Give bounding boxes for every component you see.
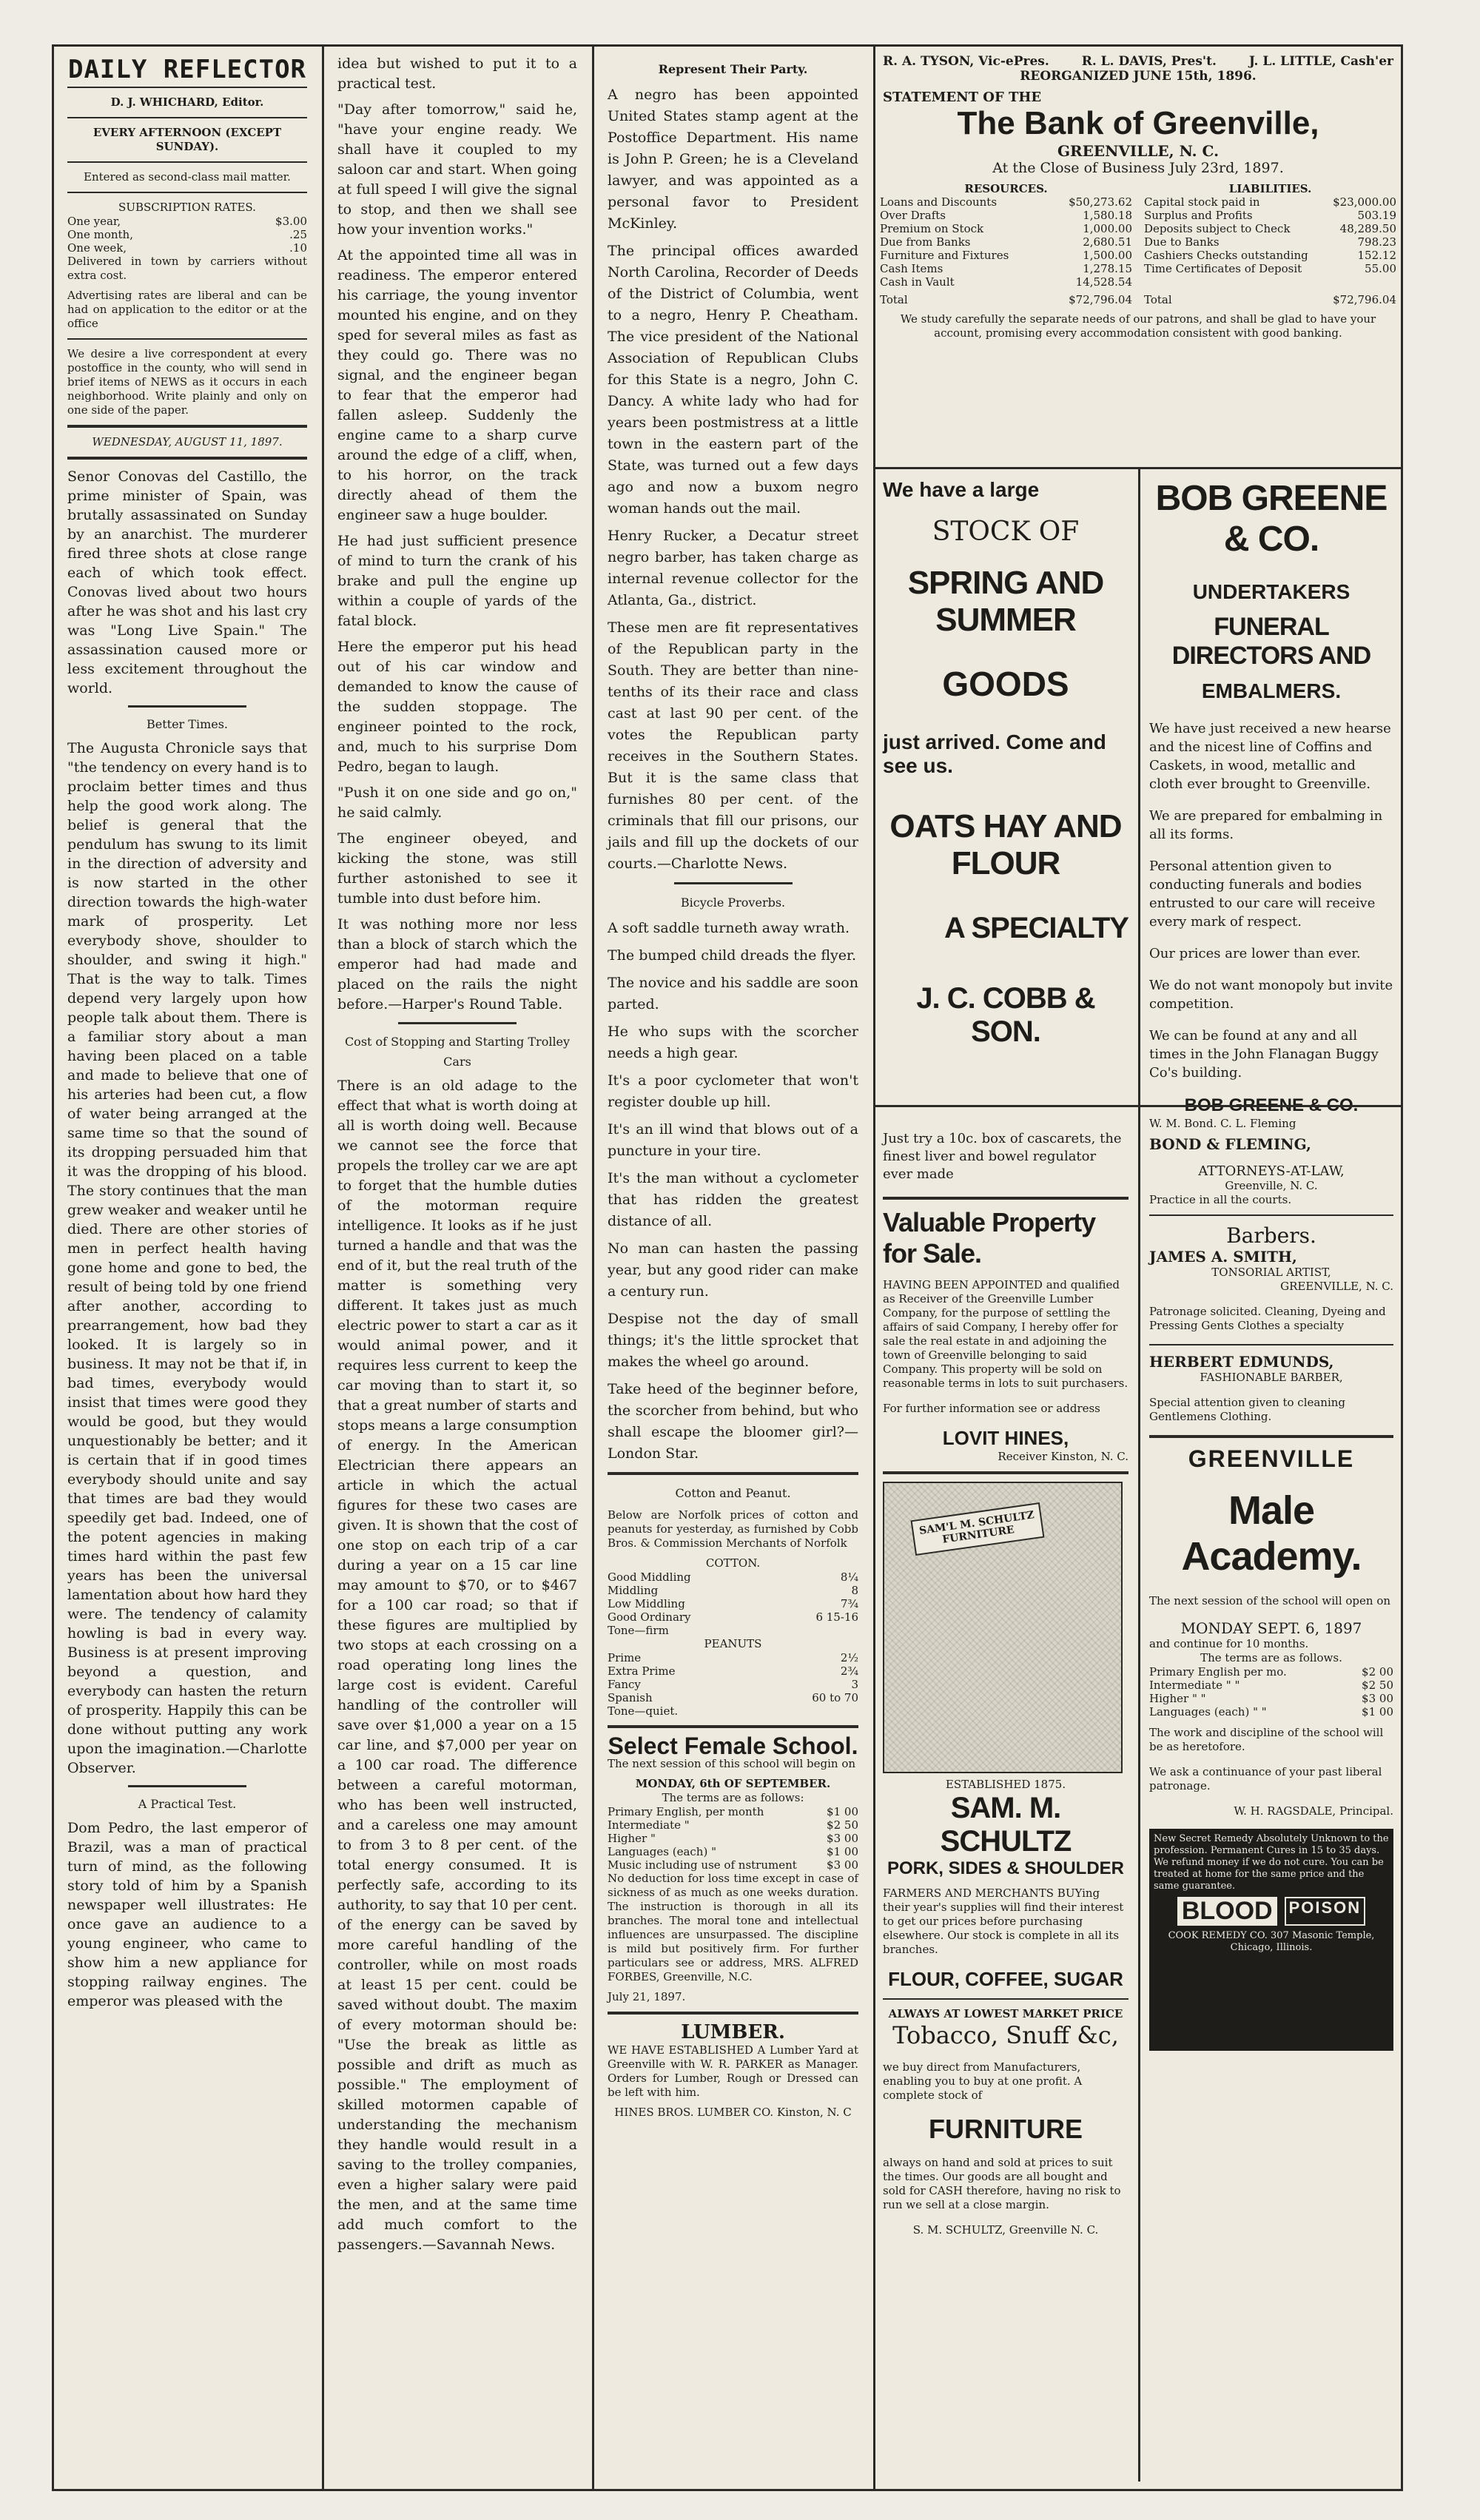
schultz-store-illustration: [883, 1482, 1128, 1778]
article-practical-test: Dom Pedro, the last emperor of Brazil, was a man of practical turn of mind, as the following story told of him by a Spanish newspaper well illustrates: He once gave an audience to a young engineer, who came to show him a new appliance for stopping railway engines. The emperor was pleased with the: [67, 1820, 307, 2009]
schultz-name: SAM. M. SCHULTZ: [940, 1792, 1072, 1858]
price-row: Good Ordinary 6 15-16: [608, 1610, 858, 1624]
blood-poison-ad: [1149, 1829, 1393, 2051]
school-intro: The next session of this school will begin on: [608, 1757, 856, 1770]
schedule-line: EVERY AFTERNOON (EXCEPT SUNDAY).: [92, 126, 282, 153]
schultz-pork: PORK, SIDES & SHOULDER: [887, 1858, 1125, 1878]
cobb-line: We have a large: [883, 478, 1040, 501]
ledger-row: Deposits subject to Check 48,289.50: [1144, 222, 1396, 235]
resources-heading: RESOURCES.: [964, 182, 1048, 195]
article-heading: Represent Their Party.: [658, 62, 808, 76]
column-rule: [1138, 468, 1140, 2482]
barber-edmunds: HERBERT EDMUNDS,: [1149, 1353, 1334, 1371]
column-3: [594, 54, 872, 2482]
lawyer-names: W. M. Bond. C. L. Fleming: [1149, 1117, 1296, 1130]
barber-smith-city: GREENVILLE, N. C.: [1280, 1280, 1393, 1293]
ledger-row: Premium on Stock 1,000.00: [880, 222, 1132, 235]
property-name: LOVIT HINES,: [942, 1427, 1069, 1449]
lawyer-title: ATTORNEYS-AT-LAW,: [1198, 1163, 1345, 1179]
paragraph: The principal offices awarded North Carolina, Recorder of Deeds of the District of Columbia, went to a negro, Henry P. Cheatham. The vice president of the National Association of Republican Clubs for this State is a negro, John C. Dancy. A white lady who had for years been postmistress at a little town in the eastern part of the State, was turned out a few days ago and now a buxom negro woman hands out the mail.: [608, 243, 858, 517]
schultz-established: ESTABLISHED 1875.: [945, 1778, 1066, 1791]
newspaper-page: [52, 44, 1403, 2491]
proverb: He who sups with the scorcher needs a high gear.: [608, 1024, 858, 1061]
correspondent-note: We desire a live correspondent at every postoffice in the county, who will send in brief items of NEWS as it occurs in each neighborhood. Write plainly and only on one side of the paper.: [67, 347, 307, 417]
price-row: Higher " $3 00: [608, 1832, 858, 1845]
price-row: Extra Prime 2¾: [608, 1664, 858, 1678]
rates-list: [67, 215, 307, 255]
cobb-line: J. C. COBB & SON.: [916, 981, 1095, 1048]
ledger-row: Time Certificates of Deposit 55.00: [1144, 262, 1396, 275]
schultz-sign: S. M. SCHULTZ, Greenville N. C.: [912, 2223, 1099, 2237]
proverb: Take heed of the beginner before, the scorcher from behind, but who shall escape the bloomer girl?—London Star.: [608, 1381, 858, 1462]
academy-body: The work and discipline of the school will be as heretofore.: [1149, 1726, 1384, 1753]
divider: [128, 1785, 246, 1787]
schultz-flour: FLOUR, COFFEE, SUGAR: [888, 1968, 1123, 1990]
paragraph: "Push it on one side and go on," he said calmly.: [337, 784, 577, 821]
right-area: [875, 47, 1401, 2489]
cobb-line: A SPECIALTY: [944, 911, 1128, 944]
paragraph: He had just sufficient presence of mind to turn the crank of his brake and pull the engine up within a couple of yards of the fatal block.: [337, 533, 577, 629]
poison-word: POISON: [1285, 1897, 1366, 1926]
subscription-heading: SUBSCRIPTION RATES.: [118, 201, 256, 214]
barber-smith-title: TONSORIAL ARTIST,: [1211, 1266, 1331, 1279]
lawyer-note: Practice in all the courts.: [1149, 1193, 1292, 1206]
liabilities-column: [1144, 182, 1396, 306]
price-row: Tone—quiet.: [608, 1704, 679, 1718]
greene-line: EMBALMERS.: [1201, 679, 1342, 702]
price-row: Tone—firm: [608, 1624, 669, 1637]
issue-date: WEDNESDAY, AUGUST 11, 1897.: [92, 435, 283, 448]
proverb: It's a poor cyclometer that won't register double up hill.: [608, 1072, 858, 1110]
price-row: Languages (each) " $1 00: [608, 1845, 858, 1858]
academy-terms-heading: The terms are as follows.: [1200, 1651, 1342, 1664]
greene-body: We have just received a new hearse and the nicest line of Coffins and Caskets, in wood, metallic and cloth ever brought to Greenville.: [1149, 721, 1391, 792]
bank-title: The Bank of Greenville,: [957, 105, 1319, 141]
blood-text: COOK REMEDY CO. 307 Masonic Temple, Chicago, Illinois.: [1168, 1930, 1375, 1953]
delivered-note: Delivered in town by carriers without extra cost.: [67, 255, 307, 282]
ledger-row: Due to Banks 798.23: [1144, 235, 1396, 249]
proverb: It's the man without a cyclometer that has ridden the greatest distance of all.: [608, 1170, 858, 1229]
barber-smith: JAMES A. SMITH,: [1149, 1248, 1297, 1266]
price-row: Good Middling 8¼: [608, 1570, 858, 1584]
greene-ad: [1142, 472, 1401, 1115]
lumber-heading: LUMBER.: [681, 2021, 785, 2043]
price-row: Middling 8: [608, 1584, 858, 1597]
school-body: No deduction for loss time except in case of sickness of as much as one weeks duration. The instruction is thorough in all its branches. The moral tone and intellectual influences are unsurpassed. The discipline is mild but positively firm. For further particulars see or address, MRS. ALFRED FORBES, Greenville, N.C.: [608, 1872, 858, 1983]
bank-reorganized: REORGANIZED JUNE 15th, 1896.: [1020, 69, 1257, 84]
bank-close-date: At the Close of Business July 23rd, 1897.: [992, 160, 1284, 176]
paragraph: A negro has been appointed United States stamp agent at the Postoffice Department. His name is John P. Green; he is a Cleveland lawyer, and was appointed as a personal favor to President McKinley.: [608, 87, 858, 232]
cobb-line: SPRING AND SUMMER: [907, 565, 1104, 639]
article-better-times: The Augusta Chronicle says that "the tendency on every hand is to proclaim better times and thus help the good work along. The belief is general that the pendulum has swung to its limit in the direction of adversity and is now started in the other direction towards the high-water mark of prosperity. Let everybody shove, shoulder to shoulder, and swing it high." That is the way to talk. Times depend very largely upon how people talk about them. There is a familiar story about a man having been placed on a table and made to believe that one of his arteries had been cut, a flow of water being arranged at the same time so that the sound of its dropping persuaded him that it was the dropping of his blood. The story continues that the man grew weaker and weaker until he died. There are other stories of men in perfect health having gone home and gone to bed, the result of being told by one friend after another, according to prearrangement, how bad they looked. It is largely so in business. It may not be that if, in bad times, everybody would insist that times were good they would be good, but they would unquestionably be better; and it is certain that if in good times everybody should unite and say that times are bad they would speedily get bad. Indeed, one of the potent agencies in making times hard within the past few years has been the universal lamentation about how hard they were. The tendency of calamity howling is bad in every way. Business is at present improving beyond a question, and everybody can hasten the return of prosperity. Happily this can be done without putting any work upon the imagination.—Charlotte Observer.: [67, 740, 307, 1776]
price-row: Primary English, per month $1 00: [608, 1805, 858, 1818]
greene-line: UNDERTAKERS: [1192, 580, 1350, 603]
cobb-line: GOODS: [942, 665, 1069, 704]
cobb-line: OATS HAY AND FLOUR: [889, 807, 1122, 881]
paragraph: idea but wished to put it to a practical test.: [337, 56, 577, 92]
rate-row: One year, $3.00: [67, 215, 307, 228]
property-body: HAVING BEEN APPOINTED and qualified as Receiver of the Greenville Lumber Company, for the purpose of settling the affairs of said Company, I hereby offer for sale the real estate in and adjoining the town of Greenville belonging to said Company. This property will be sold on reasonable terms in lots to suit purchasers.: [883, 1278, 1128, 1390]
proverb: It's an ill wind that blows out of a puncture in your tire.: [608, 1121, 858, 1159]
greene-body: We do not want monopoly but invite competition.: [1149, 978, 1393, 1012]
article-heading: Bicycle Proverbs.: [680, 896, 786, 910]
blood-text: New Secret Remedy Absolutely Unknown to the profession. Permanent Cures in 15 to 35 days. We refund money if we do not cure. You can be treated at home for the same price and the same guarantee.: [1154, 1833, 1389, 1892]
ledger-row: Cashiers Checks outstanding 152.12: [1144, 249, 1396, 262]
column-2: [324, 54, 591, 2482]
ledger-row: Cash Items 1,278.15: [880, 262, 1132, 275]
lawyer-city: Greenville, N. C.: [1225, 1179, 1318, 1192]
barber-edmunds-body: Special attention given to cleaning Gentlemens Clothing.: [1149, 1396, 1346, 1423]
column-1: [54, 54, 320, 2482]
bank-president: R. L. DAVIS, Pres't.: [1081, 54, 1217, 69]
price-row: Music including use of nstrument $3 00: [608, 1858, 858, 1872]
ledger-total: Total $72,796.04: [1144, 293, 1396, 306]
schultz-lowest: ALWAYS AT LOWEST MARKET PRICE: [888, 2007, 1123, 2020]
bank-note: We study carefully the separate needs of our patrons, and shall be glad to have your account, promising every accommodation consistent with good banking.: [900, 312, 1376, 340]
property-body: For further information see or address: [883, 1402, 1100, 1415]
ledger-row: Furniture and Fixtures 1,500.00: [880, 249, 1132, 262]
greene-title: BOB GREENE & CO.: [1155, 479, 1388, 559]
cotton-intro: Below are Norfolk prices of cotton and peanuts for yesterday, as furnished by Cobb Bros. & Commission Merchants of Norfolk: [608, 1508, 858, 1550]
greene-sign: BOB GREENE & CO.: [1184, 1095, 1359, 1115]
proverb: The novice and his saddle are soon parted.: [608, 975, 858, 1012]
blood-title: [1154, 1897, 1389, 1926]
paragraph: Here the emperor put his head out of his car window and demanded to know the cause of the sudden stoppage. The engineer pointed to the rock, and, much to his surprise Dom Pedro, began to laugh.: [337, 639, 577, 775]
price-row: Intermediate " " $2 50: [1149, 1679, 1393, 1692]
bank-statement: [875, 47, 1401, 461]
bank-ledger: [880, 182, 1396, 306]
lower-left-ads: [875, 1111, 1136, 2480]
price-row: Primary English per mo. $2 00: [1149, 1665, 1393, 1679]
greene-body: Our prices are lower than ever.: [1149, 946, 1361, 961]
schultz-body: FARMERS AND MERCHANTS BUYing their year's supplies will find their interest to get our prices before purchasing elsewhere. Our stock is complete in all its branches.: [883, 1886, 1124, 1956]
advertising-note: Advertising rates are liberal and can be had on application to the editor or at the office: [67, 289, 307, 330]
article-canovas: Senor Conovas del Castillo, the prime minister of Spain, was brutally assassinated on Sunday by an anarchist. The murderer fired three shots at close range each of which took effect. Conovas lived about two hours after he was shot and his last cry was "Long Live Spain." The assassination caused more or less excitement throughout the world.: [67, 468, 307, 696]
rate-row: One month, .25: [67, 228, 307, 241]
academy-body: We ask a continuance of your past liberal patronage.: [1149, 1765, 1382, 1792]
academy-date: MONDAY SEPT. 6, 1897: [1180, 1619, 1362, 1637]
lawyer-firm: BOND & FLEMING,: [1149, 1135, 1311, 1153]
bank-city: GREENVILLE, N. C.: [1057, 142, 1220, 160]
blood-word: BLOOD: [1177, 1897, 1277, 1926]
price-row: Low Middling 7¾: [608, 1597, 858, 1610]
paragraph: At the appointed time all was in readiness. The emperor entered his carriage, the young inventor mounted his engine, and on they sped for several miles as fast as they could go. There was no signal, and the engineer began to fear that the emperor had fallen asleep. Suddenly the engine came to a sharp curve around the edge of a cliff, when, to his horror, on the track directly ahead of them the engineer saw a huge boulder.: [337, 247, 577, 523]
peanut-subheading: PEANUTS: [704, 1637, 762, 1650]
article-trolley: There is an old adage to the effect that what is worth doing at all is worth doing well. Because we cannot see the force that propels the trolley car we are apt to forget that the humble duties of the motorman require intelligence. It looks as if he just turned a handle and that was the end of it, but the real truth of the matter is something very different. It takes just as much electric power to start a car as it would animal power, and it requires less current to keep the car moving than to start it, so that a great number of starts and stops means a large consumption of energy. In the American Electrician there appears an article in which the actual figures for these two cases are given. It is shown that the cost of one stop on each trip of a car during a year on a 15 car line may amount to $70, or to $467 for a 100 car road; so that if these figures are multiplied by two stops at each crossing on a road operating long lines the large cost is evident. Careful handling of the controller will save over $1,000 a year on a 15 car line, and $7,000 per year on a 100 car road. The difference between a careful motorman, who has been well instructed, and a careless one may amount to from 3 to 8 per cent. of the total energy consumed. It is perfectly safe, according to its authority, to say that 10 per cent. of the energy can be saved by more careful handling of the controller, while on most roads at least 15 per cent. could be saved without doubt. The maxim of every motorman should be: "Use the break as little as possible and drift as much as possible." The employment of skilled motormen capable of understanding the mechanism they handle would result in a saving to the trolley companies, even a higher salary were paid the men, and at the same time add much comfort to the passengers.—Savannah News.: [337, 1078, 577, 2253]
school-heading: Select Female School.: [608, 1733, 858, 1759]
lumber-body: WE HAVE ESTABLISHED A Lumber Yard at Greenville with W. R. PARKER as Manager. Orders for Lumber, Rough or Dressed can be left with him.: [608, 2043, 858, 2099]
bank-statement-label: STATEMENT OF THE: [883, 90, 1042, 105]
schultz-tobacco: Tobacco, Snuff &c,: [892, 2021, 1119, 2049]
resources-column: [880, 182, 1132, 306]
academy-sign: W. H. RAGSDALE, Principal.: [1234, 1804, 1393, 1818]
barbers-heading: Barbers.: [1226, 1223, 1316, 1248]
cotton-subheading: COTTON.: [705, 1556, 761, 1570]
proverb: No man can hasten the passing year, but any good rider can make a century run.: [608, 1240, 858, 1300]
barber-smith-body: Patronage solicited. Cleaning, Dyeing and Pressing Gents Clothes a specialty: [1149, 1305, 1386, 1332]
paragraph: It was nothing more nor less than a block of starch which the emperor had had made and placed on the rails the night before.—Harper's Round Table.: [337, 916, 577, 1012]
price-row: Languages (each) " " $1 00: [1149, 1705, 1393, 1718]
ledger-row: Loans and Discounts $50,273.62: [880, 195, 1132, 209]
article-heading: A Practical Test.: [138, 1797, 237, 1811]
greene-body: We are prepared for embalming in all its forms.: [1149, 808, 1383, 842]
cotton-heading: Cotton and Peanut.: [675, 1486, 791, 1500]
rate-row: One week, .10: [67, 241, 307, 255]
ledger-row: Surplus and Profits 503.19: [1144, 209, 1396, 222]
paragraph: "Day after tomorrow," said he, "have your engine ready. We shall have it coupled to my saloon car and start. When going at full speed I will give the signal to stop, and then we shall see how your invention works.": [337, 101, 577, 238]
price-row: Prime 2½: [608, 1651, 858, 1664]
paragraph: These men are fit representatives of the Republican party in the South. They are better than nine-tenths of its their race and class cast at last 90 per cent. of the votes the Republican party receives in the Southern States. But it is the same class that furnishes 80 per cent. of the criminals that fill our prisons, our jails and fill up the dockets of our courts.—Charlotte News.: [608, 619, 858, 872]
property-heading: Valuable Property for Sale.: [883, 1207, 1096, 1269]
cobb-line: just arrived. Come and see us.: [883, 730, 1106, 778]
store-sign: SAM'L M. SCHULTZ FURNITURE: [911, 1502, 1045, 1556]
schultz-body: always on hand and sold at prices to suit the times. Our goods are all bought and sold for CASH therefore, having no risk to run we sell at a close margin.: [883, 2156, 1121, 2211]
price-row: Intermediate " $2 50: [608, 1818, 858, 1832]
cobb-ad: [875, 472, 1136, 1094]
price-row: Fancy 3: [608, 1678, 858, 1691]
greene-line: FUNERAL DIRECTORS AND: [1171, 613, 1371, 670]
academy-intro: The next session of the school will open on: [1149, 1594, 1391, 1607]
divider: [875, 1105, 1401, 1107]
school-date-2: July 21, 1897.: [608, 1990, 686, 2003]
ledger-row: Over Drafts 1,580.18: [880, 209, 1132, 222]
ledger-row: Cash in Vault 14,528.54: [880, 275, 1132, 289]
bank-cashier: J. L. LITTLE, Cash'er: [1248, 54, 1393, 69]
ledger-row: Capital stock paid in $23,000.00: [1144, 195, 1396, 209]
price-row: Spanish 60 to 70: [608, 1691, 858, 1704]
paragraph: Henry Rucker, a Decatur street negro barber, has taken charge as internal revenue collector for the Atlanta, Ga., district.: [608, 528, 858, 608]
schultz-furniture: FURNITURE: [929, 2114, 1083, 2144]
school-date: MONDAY, 6th OF SEPTEMBER.: [635, 1777, 831, 1790]
barber-edmunds-title: FASHIONABLE BARBER,: [1200, 1371, 1343, 1384]
article-heading: Cost of Stopping and Starting Trolley Cars: [344, 1035, 571, 1069]
school-terms-heading: The terms are as follows:: [662, 1791, 804, 1804]
cascarets-ad: Just try a 10c. box of cascarets, the finest liver and bowel regulator ever made: [883, 1131, 1122, 1182]
article-heading: Better Times.: [146, 717, 228, 731]
divider: [674, 882, 793, 884]
proverb: Despise not the day of small things; it's the little sprocket that makes the wheel go around.: [608, 1311, 858, 1370]
paragraph: The engineer obeyed, and kicking the stone, was still further astonished to see it tumble into dust before him.: [337, 830, 577, 907]
schultz-body: we buy direct from Manufacturers, enabling you to buy at one profit. A complete stock of: [883, 2060, 1083, 2102]
ledger-total: Total $72,796.04: [880, 293, 1132, 306]
entered-line: Entered as second-class mail matter.: [84, 170, 291, 184]
greene-body: Personal attention given to conducting funerals and bodies entrusted to our care will receive every mark of respect.: [1149, 859, 1376, 930]
academy-continue: and continue for 10 months.: [1149, 1637, 1309, 1650]
property-title: Receiver Kinston, N. C.: [998, 1450, 1128, 1463]
proverb: A soft saddle turneth away wrath.: [608, 920, 850, 936]
divider: [128, 705, 246, 708]
price-row: Higher " " $3 00: [1149, 1692, 1393, 1705]
masthead: DAILY REFLECTOR: [67, 55, 307, 84]
academy-heading: GREENVILLE: [1188, 1445, 1355, 1472]
bank-vice-president: R. A. TYSON, Vic-ePres.: [883, 54, 1049, 69]
lower-right-ads: [1142, 1111, 1401, 2480]
academy-title: Male Academy.: [1181, 1488, 1362, 1579]
proverb: The bumped child dreads the flyer.: [608, 947, 857, 964]
liabilities-heading: LIABILITIES.: [1228, 182, 1312, 195]
lumber-sign: HINES BROS. LUMBER CO. Kinston, N. C: [614, 2106, 852, 2119]
cobb-line: STOCK OF: [932, 517, 1080, 548]
editor-line: D. J. WHICHARD, Editor.: [110, 95, 264, 109]
ledger-row: Due from Banks 2,680.51: [880, 235, 1132, 249]
divider: [398, 1022, 517, 1024]
greene-body: We can be found at any and all times in the John Flanagan Buggy Co's building.: [1149, 1028, 1379, 1081]
